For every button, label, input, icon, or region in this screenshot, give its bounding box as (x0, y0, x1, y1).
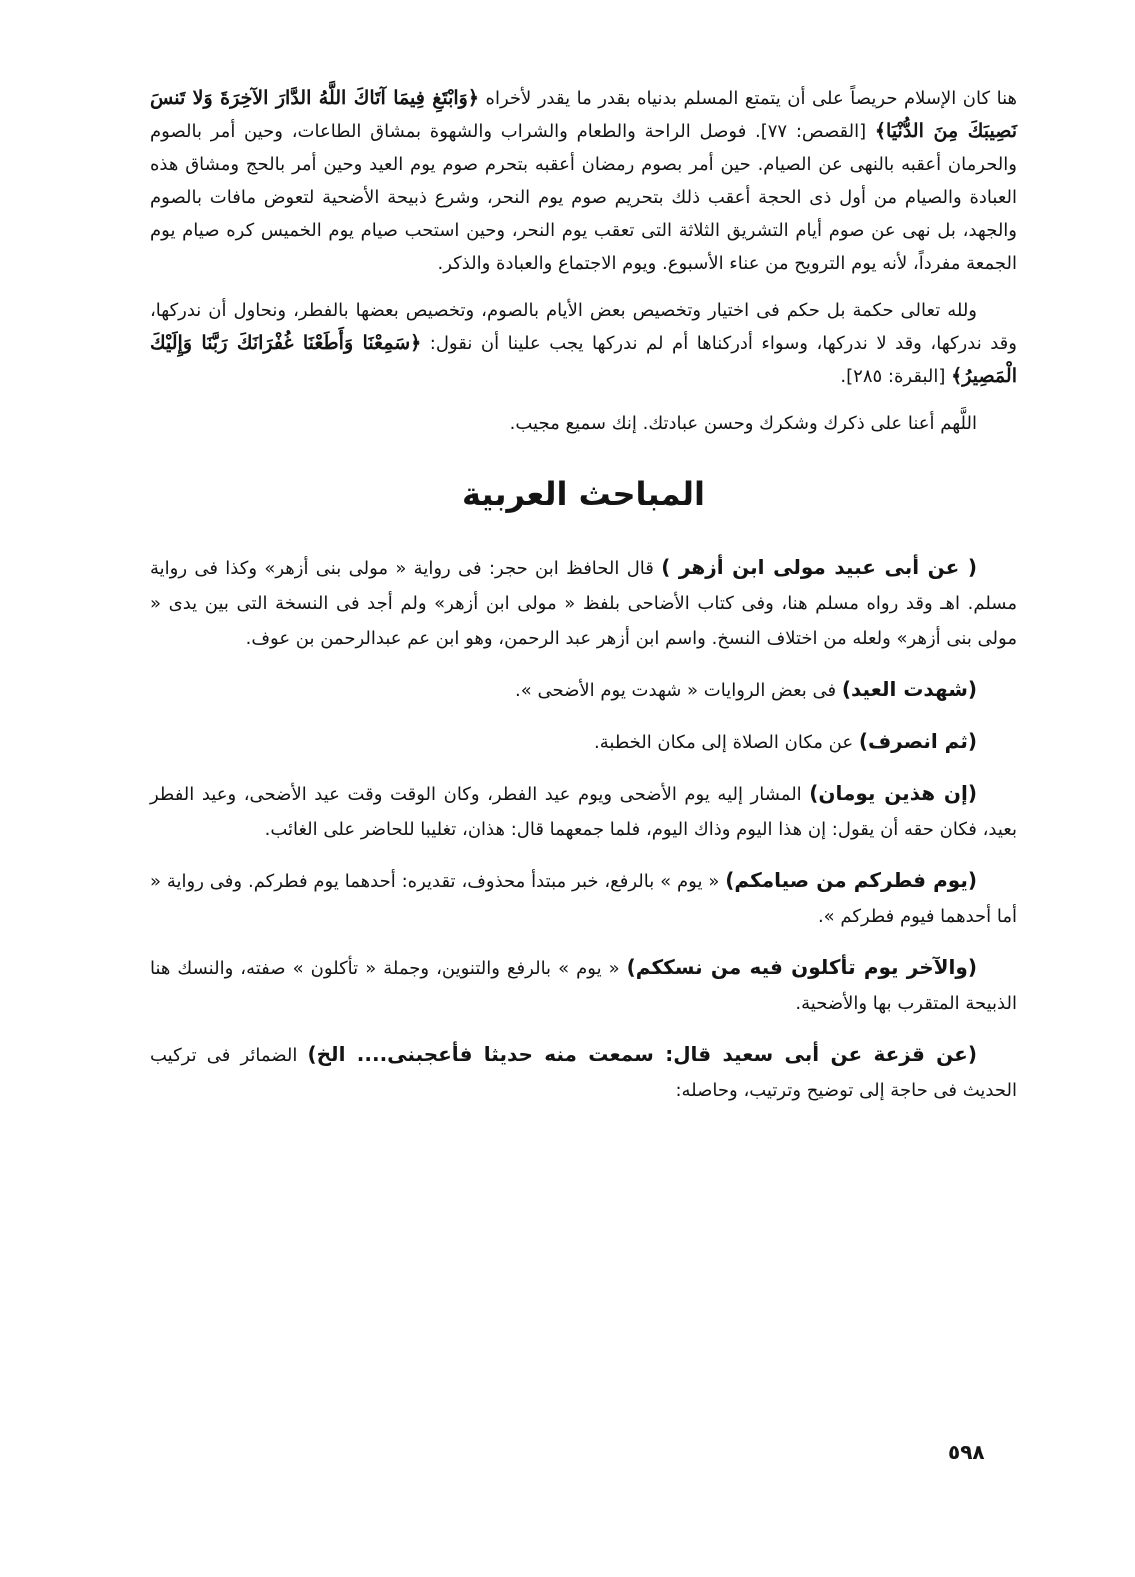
entry-7-head: (عن قزعة عن أبى سعيد قال: سمعت منه حديثا فأعجبنى.... الخ) (307, 1042, 977, 1066)
entry-3-body: عن مكان الصلاة إلى مكان الخطبة. (594, 732, 859, 753)
entry-3-head: (ثم انصرف) (858, 729, 977, 753)
page-number: ٥٩٨ (948, 1440, 985, 1464)
entry-5 (150, 863, 1017, 934)
entry-2-head: (شهدت العيد) (841, 677, 977, 701)
intro-paragraph-1 (150, 82, 1017, 280)
section-title: المباحث العربية (461, 475, 706, 513)
entry-2 (150, 672, 1017, 708)
entry-5-body: « يوم » بالرفع، خبر مبتدأ محذوف، تقديره: أحدهما يوم فطركم. وفى رواية « أما أحدهما فيوم فطركم ». (150, 871, 1017, 927)
intro-text-1b: [القصص: ٧٧]. فوصل الراحة والطعام والشراب والشهوة بمشاق الطاعات، وحين أمر بالصوم والحرمان أعقبه بالنهى عن الصيام. حين أمر بصوم رمضان أعقبه بتحرم صوم يوم العيد وحين أمر بالحج ومشاق هذه العبادة والصيام من أول ذى الحجة أعقب ذلك بتحريم صوم يوم النحر، وشرع ذبيحة الأضحية لتعوض مافات بالصوم والجهد، بل نهى عن صوم أيام التشريق الثلاثة التى تعقب يوم النحر، وحين استحب صيام يوم الخميس كره صيام يوم الجمعة مفرداً، لأنه يوم الترويح من عناء الأسبوع. ويوم الاجتماع والعبادة والذكر. (150, 121, 1017, 274)
intro-text-2b: [البقرة: ٢٨٥]. (840, 366, 952, 387)
page-body (150, 82, 1017, 1124)
entry-1-head: ( عن أبى عبيد مولى ابن أزهر ) (661, 555, 977, 579)
entry-7 (150, 1037, 1017, 1108)
entry-1 (150, 550, 1017, 656)
entry-6-head: (والآخر يوم تأكلون فيه من نسككم) (626, 955, 977, 979)
entry-2-body: فى بعض الروايات « شهدت يوم الأضحى ». (515, 680, 842, 701)
intro-text-1a: هنا كان الإسلام حريصاً على أن يتمتع المسلم بدنياه بقدر ما يقدر لأخراه (478, 88, 1017, 109)
entry-4-head: (إن هذين يومان) (809, 781, 977, 805)
quran-verse-baqarah: ﴿سَمِعْنَا وَأَطَعْنَا غُفْرَانَكَ رَبَّنَا وَإِلَيْكَ الْمَصِيرُ﴾ (150, 332, 1017, 387)
entry-6-body: « يوم » بالرفع والتنوين، وجملة « تأكلون » صفته، والنسك هنا الذبيحة المتقرب بها والأضحية. (150, 958, 1017, 1014)
entry-4-body: المشار إليه يوم الأضحى ويوم عيد الفطر، وكان الوقت وقت عيد الأضحى، وعيد الفطر بعيد، فكان حقه أن يقول: إن هذا اليوم وذاك اليوم، فلما جمعهما قال: هذان، تغليبا للحاضر على الغائب. (150, 784, 1017, 840)
intro-paragraph-2 (150, 294, 1017, 393)
entry-1-body: قال الحافظ ابن حجر: فى رواية « مولى بنى أزهر» وكذا فى رواية مسلم. اهـ وقد رواه مسلم هنا، وفى كتاب الأضاحى بلفظ « مولى ابن أزهر» ولم أجد فى النسخة التى بين يدى « مولى بنى أزهر» ولعله من اختلاف النسخ. واسم ابن أزهر عبد الرحمن، وهو ابن عم عبدالرحمن بن عوف. (150, 558, 1017, 649)
entry-4 (150, 776, 1017, 847)
quran-verse-qasas: ﴿وَابْتَغِ فِيمَا آتَاكَ اللَّهُ الدَّارَ الآخِرَةَ وَلا تَنسَ نَصِيبَكَ مِنَ الدُّنْيَا﴾ (150, 87, 1017, 142)
intro-paragraph-3: اللَّهم أعنا على ذكرك وشكرك وحسن عبادتك. إنك سميع مجيب. (509, 413, 977, 434)
entry-7-body: الضمائر فى تركيب الحديث فى حاجة إلى توضيح وترتيب، وحاصله: (150, 1045, 1017, 1101)
entry-6 (150, 950, 1017, 1021)
entry-5-head: (يوم فطركم من صيامكم) (725, 868, 977, 892)
intro-text-2a: ولله تعالى حكمة بل حكم فى اختيار وتخصيص بعض الأيام بالصوم، وتخصيص بعضها بالفطر، ونحاول أن ندركها، وقد ندركها، وقد لا ندركها، وسواء أدركناها أم لم ندركها يجب علينا أن نقول: (150, 300, 1017, 354)
entry-3 (150, 724, 1017, 760)
